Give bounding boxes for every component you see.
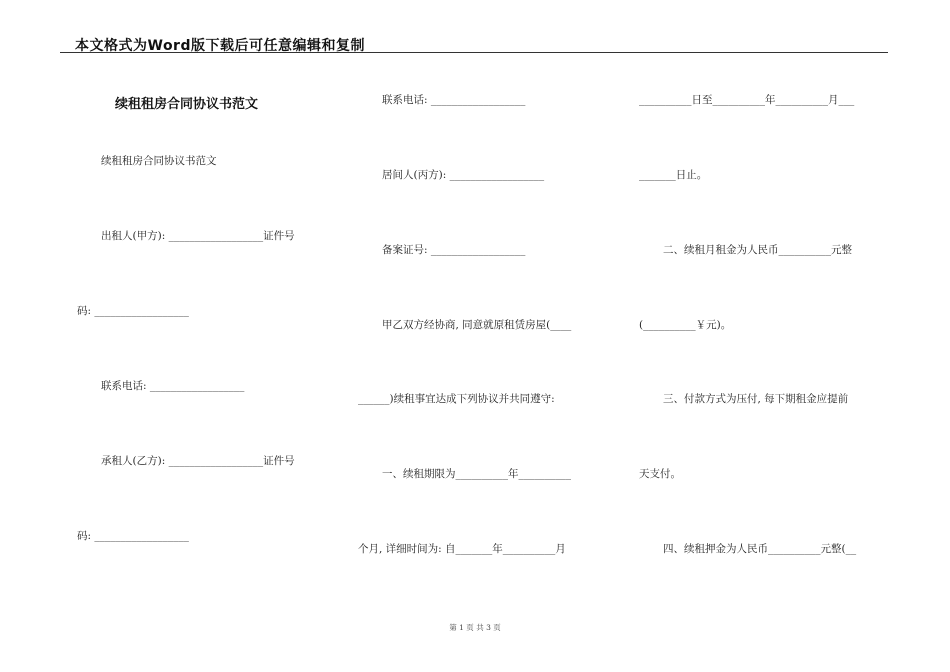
- document-title: 续租租房合同协议书范文: [115, 97, 259, 112]
- col3-line-2: _______日止。: [639, 169, 708, 181]
- col3-line-6: 天支付。: [639, 468, 681, 480]
- col2-line-4: 甲乙双方经协商, 同意就原租赁房屋(____: [382, 319, 572, 331]
- col2-line-3: 备案证号: __________________: [382, 244, 526, 256]
- col2-line-7: 个月, 详细时间为: 自_______年__________月: [358, 543, 566, 555]
- col3-line-5: 三、付款方式为压付, 每下期租金应提前: [663, 393, 849, 405]
- col1-line-4: 联系电话: __________________: [101, 380, 245, 392]
- col3-line-7: 四、续租押金为人民币__________元整(__: [663, 543, 857, 555]
- col2-line-5: ______)续租事宜达成下列协议并共同遵守:: [358, 393, 555, 405]
- page-number: 第 1 页 共 3 页: [449, 623, 501, 632]
- col2-line-1: 联系电话: __________________: [382, 94, 526, 106]
- col2-line-6: 一、续租期限为__________年__________: [382, 468, 571, 480]
- col1-line-1: 续租租房合同协议书范文: [101, 155, 217, 167]
- col1-line-2: 出租人(甲方): __________________证件号: [101, 230, 295, 242]
- col1-line-5: 承租人(乙方): __________________证件号: [101, 455, 295, 467]
- col1-line-6: 码: __________________: [77, 530, 189, 542]
- col3-line-4: (__________￥元)。: [639, 319, 732, 331]
- col3-line-1: __________日至__________年__________月___: [639, 94, 855, 106]
- col2-line-2: 居间人(丙方): __________________: [382, 169, 545, 181]
- col1-line-3: 码: __________________: [77, 305, 189, 317]
- col3-line-3: 二、续租月租金为人民币__________元整: [663, 244, 852, 256]
- header-divider: [60, 52, 888, 53]
- document-header: 本文格式为Word版下载后可任意编辑和复制: [75, 38, 365, 54]
